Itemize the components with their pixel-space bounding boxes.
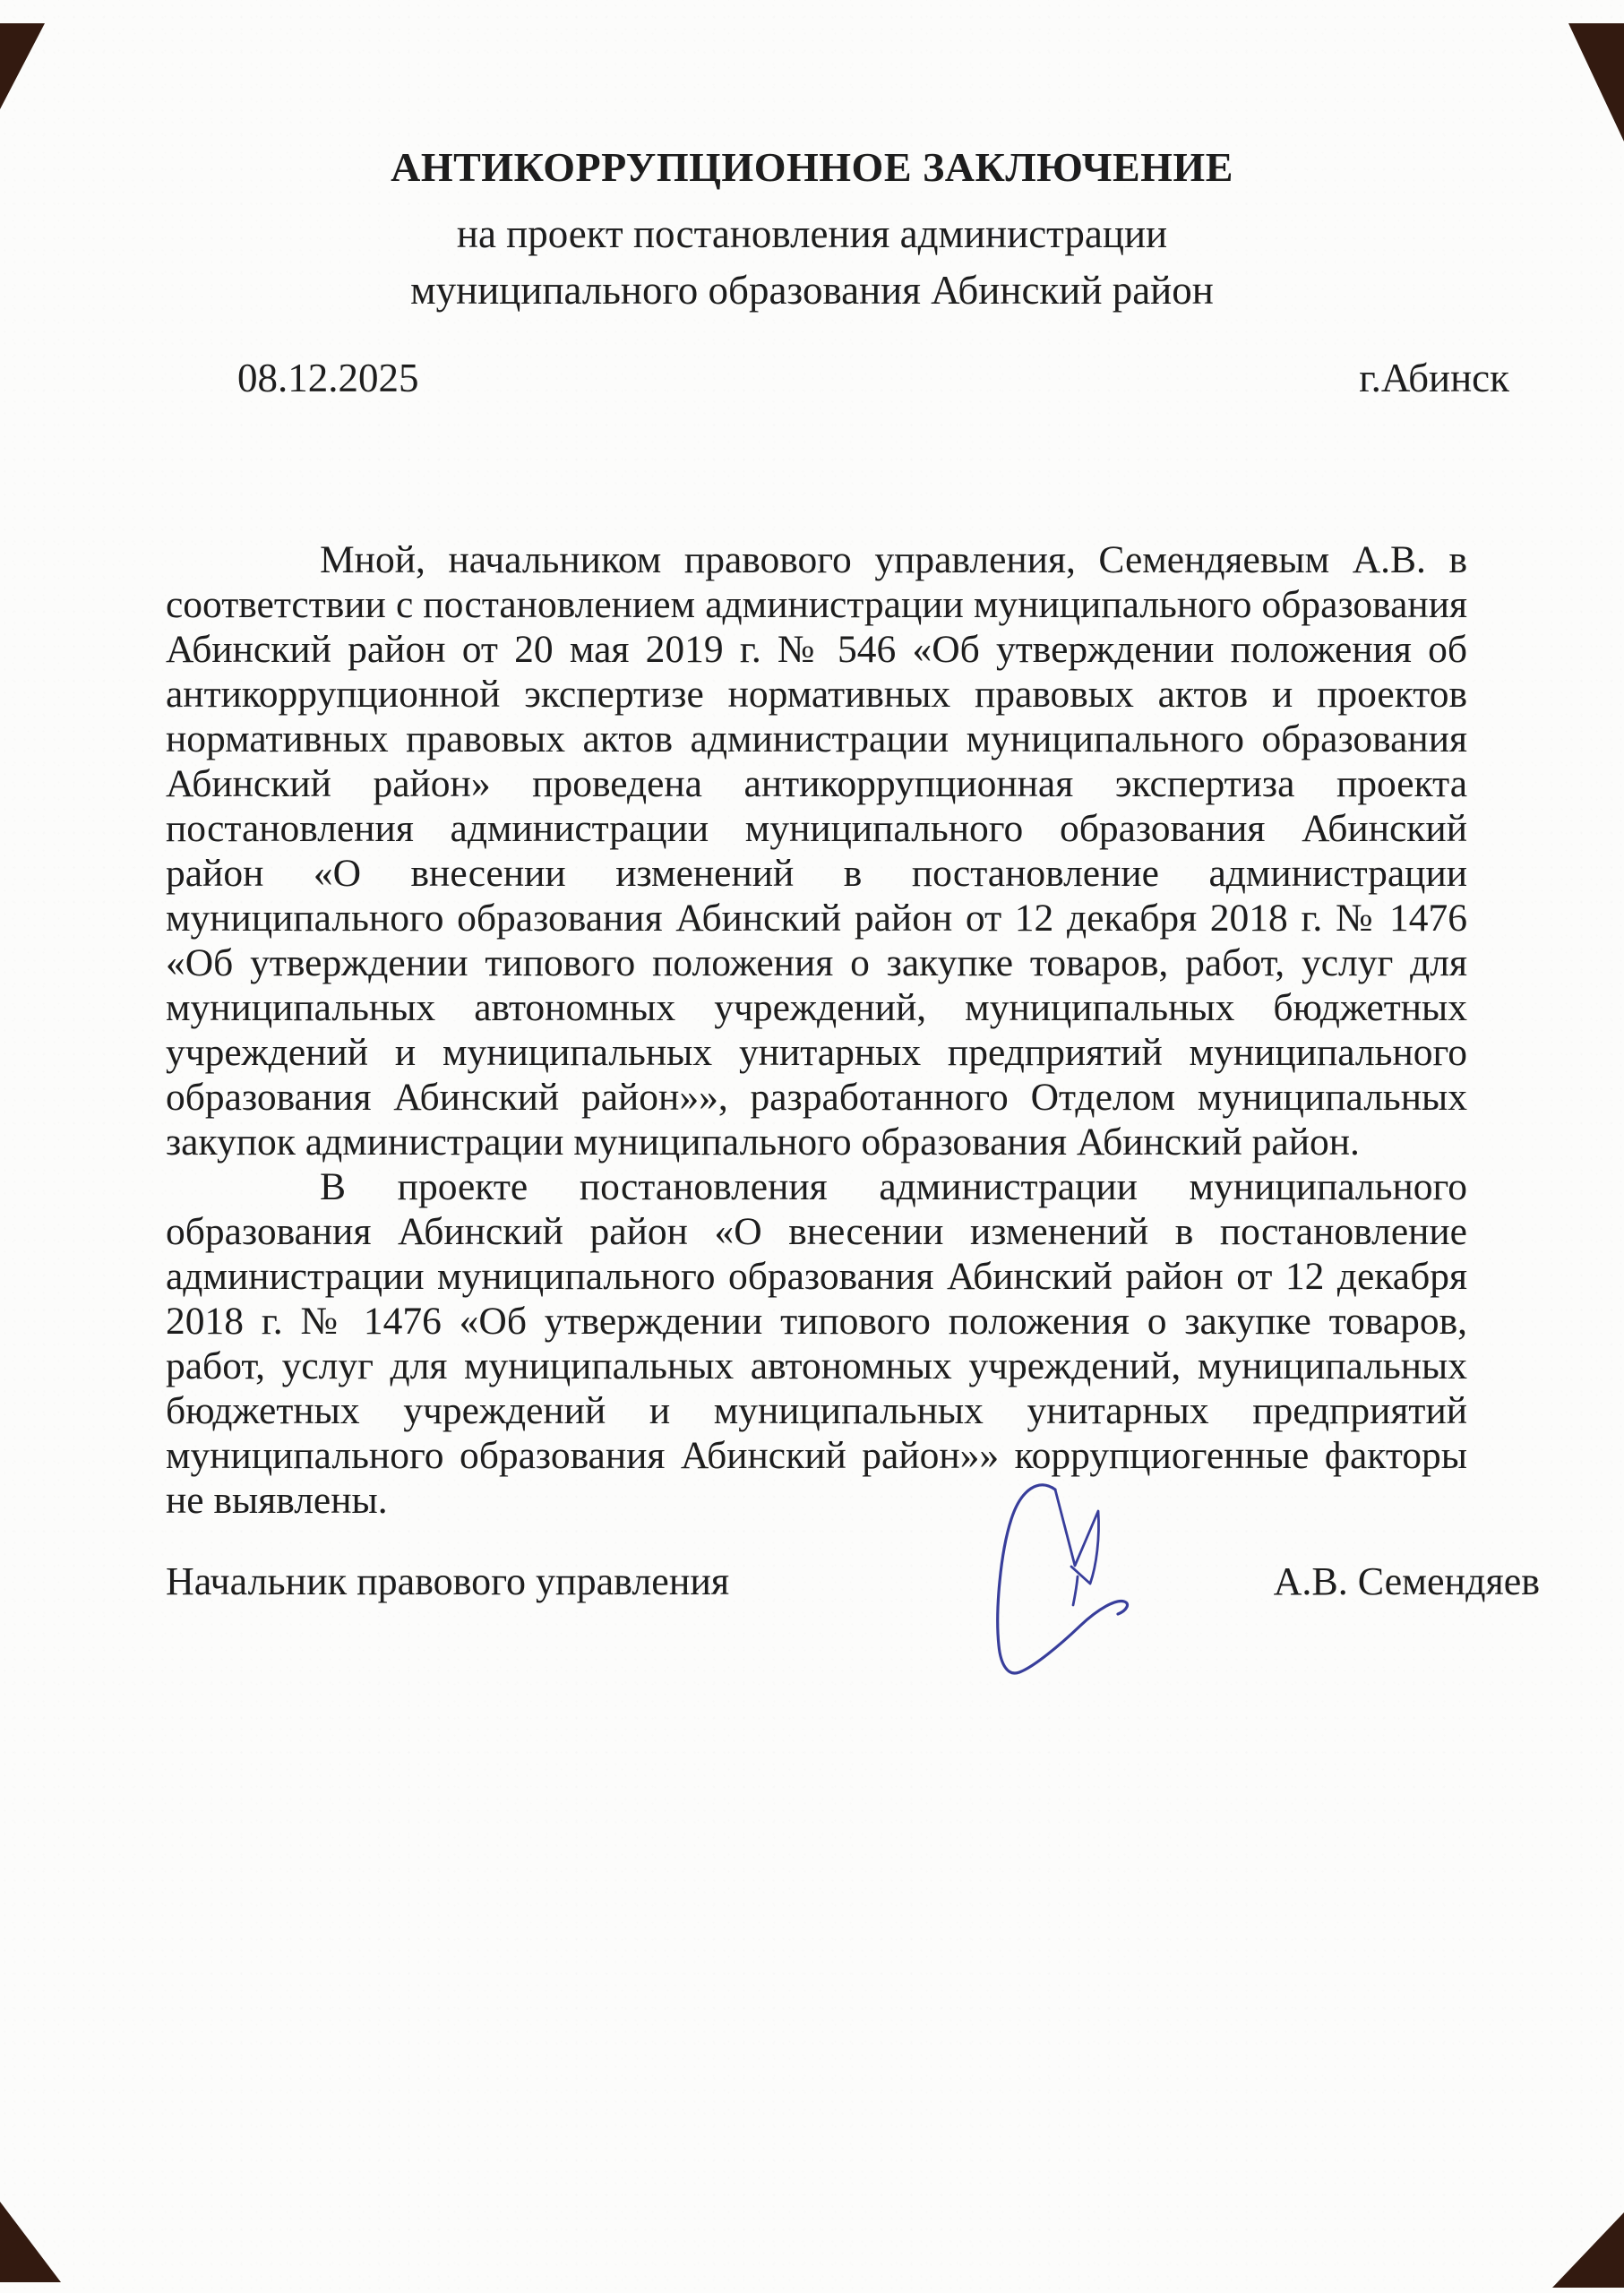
document-title: АНТИКОРРУПЦИОННОЕ ЗАКЛЮЧЕНИЕ: [391, 144, 1233, 190]
signatory-name: А.В. Семендяев: [1273, 1559, 1540, 1603]
document-subtitle-line-1: на проект постановления администрации: [456, 211, 1168, 256]
signature-row: [166, 1560, 1540, 1603]
handwritten-signature-ink: [941, 1433, 1173, 1720]
scan-corner-artifact-top-left: [0, 23, 45, 109]
paragraph-expertise-conducted: Мной, начальником правового управления, Семендяевым А.В. в соответствии с постановлением администрации муниципального образования Абинский район от 20 мая 2019 г. № 546 «Об утверждении положения об антикоррупционной экспертизе нормативных правовых актов и проектов нормативных правовых актов администрации муниципального образования Абинский район» проведена антикоррупционная экспертиза проекта постановления администрации муниципального образования Абинский район «О внесении изменений в постановление администрации муниципального образования Абинский район от 12 декабря 2018 г. № 1476 «Об утверждении типового положения о закупке товаров, работ, услуг для муниципальных автономных учреждений, муниципальных бюджетных учреждений и муниципальных унитарных предприятий муниципального образования Абинский район»», разработанного Отделом муниципальных закупок администрации муниципального образования Абинский район.: [166, 538, 1467, 1164]
document-body: [166, 537, 1467, 1523]
date-city-row: [237, 356, 1509, 401]
document-city: г.Абинск: [1359, 356, 1509, 400]
document-subtitle: [0, 206, 1624, 319]
scan-corner-artifact-top-right: [1568, 23, 1624, 142]
document-date: 08.12.2025: [237, 356, 419, 400]
scan-corner-artifact-bottom-left: [0, 2202, 61, 2282]
document-subtitle-line-2: муниципального образования Абинский район: [410, 268, 1214, 313]
paragraph-conclusion: В проекте постановления администрации муниципального образования Абинский район «О внесении изменений в постановление администрации муниципального образования Абинский район от 12 декабря 2018 г. № 1476 «Об утверждении типового положения о закупке товаров, работ, услуг для муниципальных автономных учреждений, муниципальных бюджетных учреждений и муниципальных унитарных предприятий муниципального образования Абинский район»» коррупциогенные факторы не выявлены.: [166, 1165, 1467, 1522]
scan-corner-artifact-bottom-right: [1552, 2212, 1624, 2288]
signatory-position-title: Начальник правового управления: [166, 1559, 730, 1603]
